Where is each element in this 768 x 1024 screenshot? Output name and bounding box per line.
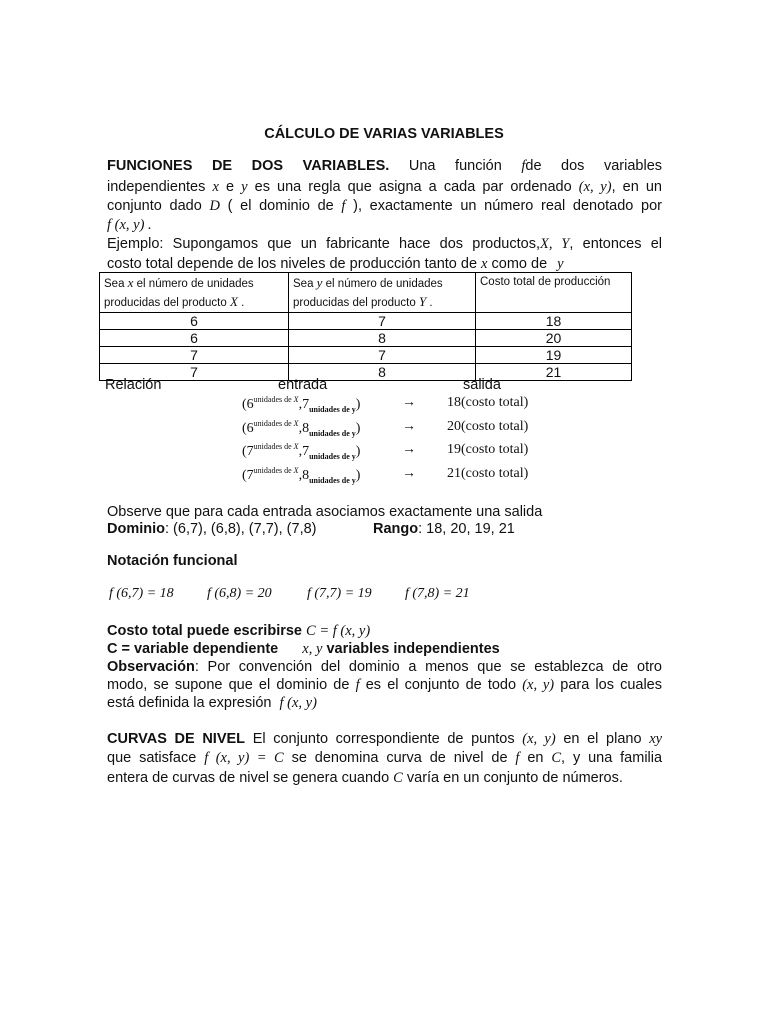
- relation-arrow: →: [402, 466, 416, 481]
- range-line: [373, 521, 515, 537]
- table-cell: 7: [100, 347, 289, 364]
- header-text: Costo total de producción: [480, 276, 611, 288]
- function-value: f (6,7) = 18: [109, 586, 174, 601]
- math-x: x: [212, 179, 219, 195]
- function-value: f (7,7) = 19: [307, 586, 372, 601]
- intro-text: ( el dominio de: [227, 198, 334, 214]
- table-row: [100, 347, 632, 364]
- table-row: [100, 313, 632, 330]
- table-cell: 8: [289, 364, 476, 381]
- relation-item: $(6^{unidades de X},7_{unidades de y})$: [242, 395, 361, 414]
- intro-text: e: [225, 179, 235, 195]
- intro-text: independientes: [107, 179, 206, 195]
- intro-line-2: [107, 179, 662, 196]
- intro-text: conjunto dado: [107, 198, 202, 214]
- math-f: f: [521, 158, 526, 174]
- relation-output: 21(costo total): [447, 466, 529, 481]
- table-row: [100, 330, 632, 347]
- range-label: Rango: [373, 521, 419, 537]
- table-row: [100, 364, 632, 381]
- math-XY: X, Y: [540, 236, 570, 252]
- math-y: y: [316, 275, 323, 290]
- table-cell: 7: [289, 313, 476, 330]
- relation-item: $(7^{unidades de X},8_{unidades de y})$: [242, 466, 361, 485]
- table-cell: 6: [100, 313, 289, 330]
- math-D: D: [209, 198, 220, 214]
- table-cell: 7: [100, 364, 289, 381]
- domain-line: [107, 521, 317, 537]
- header-text: .: [429, 297, 433, 309]
- math-y: y: [241, 179, 248, 195]
- header-text: Sea: [104, 278, 125, 290]
- header-text: .: [241, 297, 245, 309]
- cost-line-2: C = variable dependiente x, y variables independientes: [107, 641, 500, 657]
- production-table: [99, 272, 632, 381]
- header-text: el número de unidades: [325, 278, 443, 290]
- table-cell: 8: [289, 330, 476, 347]
- relation-arrow: →: [402, 419, 416, 434]
- intro-text: es una regla que asigna a cada par ordenado: [254, 179, 572, 195]
- math-y: y: [557, 256, 564, 272]
- intro-text: como de: [491, 256, 548, 272]
- intro-text: Una función: [408, 158, 502, 174]
- relation-item: $(7^{unidades de X},7_{unidades de y})$: [242, 442, 361, 461]
- notation-heading: Notación funcional: [107, 553, 238, 569]
- relation-output: 18(costo total): [447, 395, 529, 410]
- intro-line-6: [107, 256, 587, 273]
- observation-label: Observación: [107, 659, 195, 675]
- curves-line-3: entera de curvas de nivel se genera cuando C varía en un conjunto de números.: [107, 770, 623, 786]
- table-cell: 6: [100, 330, 289, 347]
- intro-text: costo total depende de los niveles de producción tanto de: [107, 256, 478, 272]
- page-title: CÁLCULO DE VARIAS VARIABLES: [264, 126, 504, 142]
- math-X: X: [229, 294, 238, 309]
- table-header-cost: [476, 273, 632, 313]
- intro-line-3: [107, 198, 662, 215]
- table-header-y: [289, 273, 476, 313]
- cost-line-1: Costo total puede escribirse C = f (x, y): [107, 623, 371, 639]
- curves-line-1: CURVAS DE NIVEL El conjunto correspondiente de puntos (x, y) en el plano xy: [107, 731, 663, 747]
- intro-line-5: [107, 236, 662, 253]
- intro-text: Ejemplo: Supongamos que un fabricante hace dos productos,: [107, 236, 540, 252]
- relation-input-label: entrada: [278, 377, 328, 393]
- relation-label: Relación: [105, 377, 162, 393]
- intro-text: , entonces el: [569, 236, 662, 252]
- domain-label: Dominio: [107, 521, 165, 537]
- math-Y: Y: [418, 294, 427, 309]
- relation-item: $(6^{unidades de X},8_{unidades de y})$: [242, 419, 361, 438]
- curves-line-2: que satisface f (x, y) = C se denomina curva de nivel de f en C, y una familia: [107, 750, 663, 766]
- function-value: f (7,8) = 21: [405, 586, 470, 601]
- intro-text: ), exactamente un número real denotado por: [353, 198, 662, 214]
- domain-value: : (6,7), (6,8), (7,7), (7,8): [165, 521, 317, 537]
- relation-output: 19(costo total): [447, 442, 529, 457]
- table-cell: 18: [476, 313, 632, 330]
- intro-heading: FUNCIONES DE DOS VARIABLES.: [107, 158, 390, 174]
- observe-text: Observe que para cada entrada asociamos exactamente una salida: [107, 504, 543, 520]
- relation-arrow: →: [402, 442, 416, 457]
- header-text: el número de unidades: [136, 278, 254, 290]
- header-text: Sea: [293, 278, 314, 290]
- table-cell: 7: [289, 347, 476, 364]
- intro-text: de dos variables: [525, 158, 663, 174]
- math-fxy: f (x, y) .: [107, 217, 152, 233]
- intro-line-1: [107, 158, 662, 175]
- table-cell: 20: [476, 330, 632, 347]
- curves-label: CURVAS DE NIVEL: [107, 731, 246, 747]
- table-cell: 21: [476, 364, 632, 381]
- relation-arrow: →: [402, 395, 416, 410]
- observation-line-1: Observación: Por convención del dominio a menos que se establezca de otro: [107, 659, 662, 675]
- intro-line-4: [107, 217, 662, 234]
- relation-output: 20(costo total): [447, 419, 529, 434]
- table-header-row: [100, 273, 632, 313]
- range-value: : 18, 20, 19, 21: [418, 521, 515, 537]
- math-f: f: [341, 198, 346, 214]
- table-cell: 19: [476, 347, 632, 364]
- table-header-x: [100, 273, 289, 313]
- observation-line-2: modo, se supone que el dominio de f es el conjunto de todo (x, y) para los cuales: [107, 677, 663, 693]
- header-text: producidas del producto: [104, 297, 227, 309]
- math-x: x: [127, 275, 134, 290]
- math-xy: (x, y): [578, 179, 612, 195]
- math-x: x: [481, 256, 488, 272]
- intro-text: , en un: [611, 179, 662, 195]
- header-text: producidas del producto: [293, 297, 416, 309]
- observation-line-3: está definida la expresión f (x, y): [107, 695, 317, 711]
- relation-output-label: salida: [463, 377, 501, 393]
- function-value: f (6,8) = 20: [207, 586, 272, 601]
